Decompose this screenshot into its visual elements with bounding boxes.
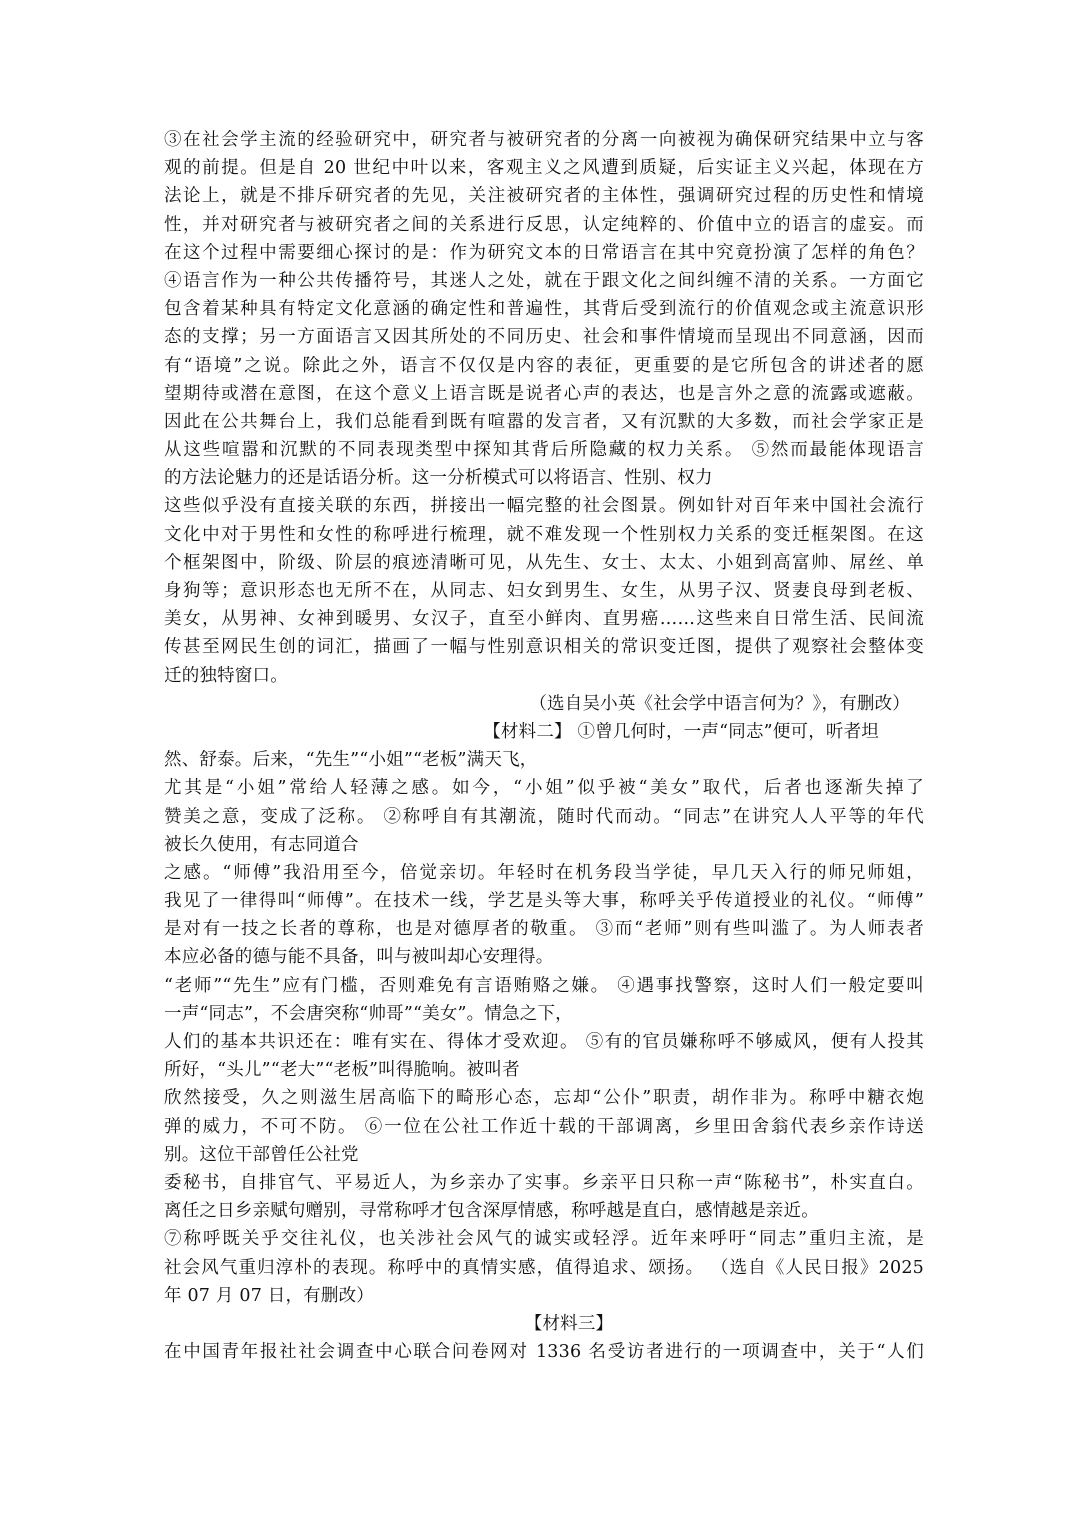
text-line: 委秘书，自排官气、平易近人，为乡亲办了实事。乡亲平日只称一声“陈秘书”，朴实直白。 — [164, 1172, 924, 1193]
text-line: 态的支撑；另一方面语言又因其所处的不同历史、社会和事件情境而呈现出不同意涵，因而 — [164, 327, 924, 348]
text-line: 所好，“头儿”“老大”“老板”叫得脆响。被叫者 — [164, 1060, 520, 1081]
text-line: 之感。“师傅”我沿用至今，倍觉亲切。年轻时在机务段当学徒，早几天入行的师兄师姐， — [164, 862, 924, 883]
text-line: 别。这位干部曾任公社党 — [164, 1144, 359, 1165]
text-line: 个框架图中，阶级、阶层的痕迹清晰可见，从先生、女士、太太、小姐到高富帅、屌丝、单 — [164, 552, 924, 573]
source-citation-1: （选自吴小英《社会学中语言何为？》，有删改） — [529, 693, 910, 714]
text-line: ⑦称呼既关乎交往礼仪，也关涉社会风气的诚实或轻浮。近年来呼吁“同志”重归主流，是 — [164, 1229, 924, 1250]
text-line: 是对有一技之长者的尊称，也是对德厚者的敬重。 ③而“老师”则有些叫滥了。为人师表者 — [164, 919, 924, 940]
text-line: 因此在公共舞台上，我们总能看到既有喧嚣的发言者，又有沉默的大多数，而社会学家正是 — [164, 411, 924, 432]
text-line: 这些似乎没有直接关联的东西，拼接出一幅完整的社会图景。例如针对百年来中国社会流行 — [164, 496, 924, 517]
text-line: 观的前提。但是自 20 世纪中叶以来，客观主义之风遭到质疑，后实证主义兴起，体现在方 — [164, 158, 924, 179]
text-line: 包含着某种具有特定文化意涵的确定性和普遍性，其背后受到流行的价值观念或主流意识形 — [164, 299, 924, 320]
text-line: 望期待或潜在意图，在这个意义上语言既是说者心声的表达，也是言外之意的流露或遮蔽。 — [164, 383, 924, 404]
document-page — [164, 126, 924, 1366]
text-line: 尤其是“小姐”常给人轻薄之感。如今，“小姐”似乎被“美女”取代，后者也逐渐失掉了 — [164, 778, 924, 799]
text-line: ④语言作为一种公共传播符号，其迷人之处，就在于跟文化之间纠缠不清的关系。一方面它 — [164, 270, 924, 291]
text-line: 在这个过程中需要细心探讨的是：作为研究文本的日常语言在其中究竟扮演了怎样的角色？ — [164, 242, 924, 263]
text-line: ③在社会学主流的经验研究中，研究者与被研究者的分离一向被视为确保研究结果中立与客 — [164, 130, 924, 150]
text-line: 美女，从男神、女神到暖男、女汉子，直至小鲜肉、直男癌……这些来自日常生活、民间流 — [164, 609, 924, 630]
text-line: “老师”“先生”应有门槛，否则难免有言语贿赂之嫌。 ④遇事找警察，这时人们一般定要叫 — [164, 975, 924, 996]
text-line: 的方法论魅力的还是话语分析。这一分析模式可以将语言、性别、权力 — [164, 468, 713, 489]
text-line: 文化中对于男性和女性的称呼进行梳理，就不难发现一个性别权力关系的变迁框架图。在这 — [164, 524, 924, 545]
text-line: 人们的基本共识还在：唯有实在、得体才受欢迎。 ⑤有的官员嫌称呼不够威风，便有人投其 — [164, 1032, 924, 1052]
text-line: 传甚至网民生创的词汇，描画了一幅与性别意识相关的常识变迁图，提供了观察社会整体变 — [164, 637, 924, 658]
material-three-heading: 【材料三】 — [524, 1313, 614, 1334]
text-line: 弹的威力，不可不防。 ⑥一位在公社工作近十载的干部调离，乡里田舍翁代表乡亲作诗送 — [164, 1116, 924, 1137]
text-line: 我见了一律得叫“师傅”。在技术一线，学艺是头等大事，称呼关乎传道授业的礼仪。“师傅” — [164, 891, 924, 912]
text-line: 法论上，就是不排斥研究者的先见，关注被研究者的主体性，强调研究过程的历史性和情境 — [164, 186, 924, 207]
text-line: 年 07 月 07 日，有删改） — [164, 1285, 374, 1306]
text-line: 在中国青年报社社会调查中心联合问卷网对 1336 名受访者进行的一项调查中，关于“人们 — [164, 1342, 924, 1363]
material-two-heading: 【材料二】 ①曾几何时，一声“同志”便可，听者坦 — [483, 721, 879, 742]
text-line: 从这些喧嚣和沉默的不同表现类型中探知其背后所隐藏的权力关系。 ⑤然而最能体现语言 — [164, 440, 924, 461]
text-line: 本应必备的德与能不具备，叫与被叫却心安理得。 — [164, 947, 554, 968]
text-line: 赞美之意，变成了泛称。 ②称呼自有其潮流，随时代而动。“同志”在讲究人人平等的年代 — [164, 806, 924, 827]
text-line: 欣然接受，久之则滋生居高临下的畸形心态，忘却“公仆”职责，胡作非为。称呼中糖衣炮 — [164, 1088, 924, 1109]
text-line: 性，并对研究者与被研究者之间的关系进行反思，认定纯粹的、价值中立的语言的虚妄。而 — [164, 214, 924, 235]
text-line: 社会风气重归淳朴的表现。称呼中的真情实感，值得追求、颂扬。 （选自《人民日报》2025 — [164, 1257, 924, 1278]
text-line: 一声“同志”，不会唐突称“帅哥”“美女”。情急之下， — [164, 1003, 573, 1024]
text-line: 离任之日乡亲赋句赠别，寻常称呼才包含深厚情感，称呼越是直白，感情越是亲近。 — [164, 1201, 819, 1222]
text-line: 被长久使用，有志同道合 — [164, 834, 359, 855]
text-line: 迁的独特窗口。 — [164, 665, 288, 686]
text-line: 有“语境”之说。除此之外，语言不仅仅是内容的表征，更重要的是它所包含的讲述者的愿 — [164, 355, 924, 376]
text-line: 然、舒泰。后来，“先生”“小姐”“老板”满天飞， — [164, 750, 538, 771]
text-line: 身狗等；意识形态也无所不在，从同志、妇女到男生、女生，从男子汉、贤妻良母到老板、 — [164, 581, 924, 601]
